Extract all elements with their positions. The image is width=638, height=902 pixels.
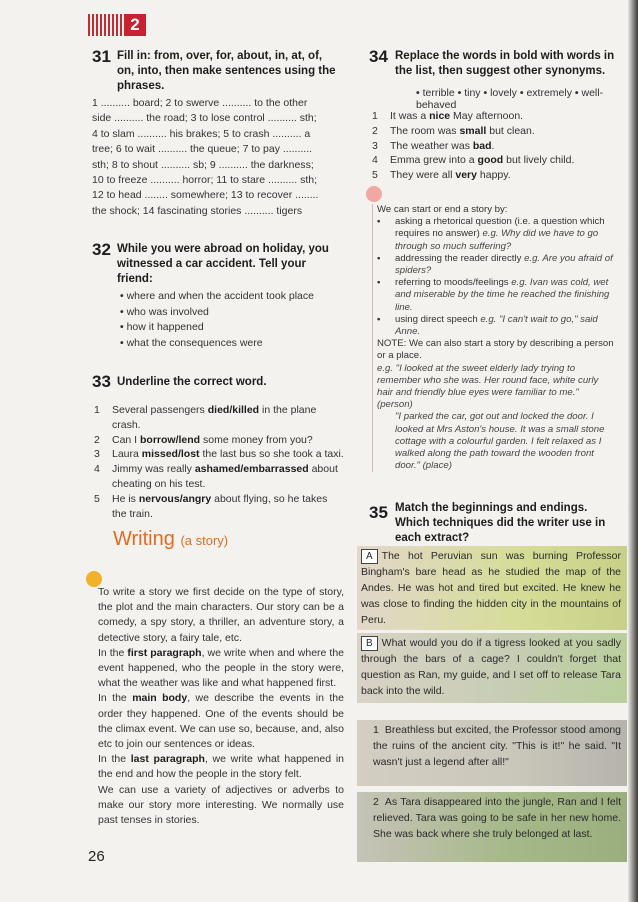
ex32-bullet: • who was involved — [120, 305, 314, 321]
tips-item: • asking a rhetorical question (i.e. a question which requires no answer) e.g. Why did we have to go through so much suffering? — [373, 216, 615, 253]
ex33-item: 4 Jimmy was really ashamed/embarrassed about cheating on his test. — [94, 463, 338, 490]
tips-note: NOTE: We can also start a story by describing a person or a place. — [377, 338, 614, 362]
ex31-line: side .......... the road; 3 to lose control .......... sth; — [92, 112, 317, 125]
extract-2 — [357, 792, 627, 862]
extract-label: B — [361, 636, 378, 651]
extract-a — [357, 546, 627, 630]
synonym-word: • extremely — [517, 87, 572, 99]
writing-p5: We can use a variety of adjectives or adverbs to make our story more interesting. We normally use past tenses in stories. — [98, 783, 344, 827]
synonym-word: • lovely — [481, 87, 517, 99]
ex31-line: tree; 6 to wait .......... the queue; 7 to pay .......... — [92, 143, 313, 156]
unit-badge-stripes — [88, 14, 124, 36]
extract-text: The hot Peruvian sun was burning Professor Bingham's bare head as he studied the map of the Andes. He was hot and tired but excited. He knew he was close to finding the hidden city in the mountains of Peru. — [361, 550, 621, 626]
exercise-32-instruction: While you were abroad on holiday, you witnessed a car accident. Tell your friend: — [117, 243, 329, 285]
exercise-31-instruction: Fill in: from, over, for, about, in, at, of, on, into, then make sentences using the phrases. — [117, 50, 336, 92]
writing-p3: In the main body, we describe the events in the order they happened. One of the events should be the climax event. We can use so, because, and, also etc to join our sentences or ideas. — [98, 692, 344, 751]
unit-number: 2 — [124, 14, 146, 36]
tips-example-place: "I parked the car, got out and locked the door. I looked at Mrs Aston's house. It was a small stone cottage with a colourful garden. I felt relaxed as I walked along the path toward the wooden front door." (place) — [395, 411, 605, 472]
exercise-35-instruction: Match the beginnings and endings. Which techniques did the writer use in each extract? — [395, 502, 606, 544]
ex31-line: 1 .......... board; 2 to swerve .......... to the other — [92, 97, 308, 109]
ex32-bullet: • what the consequences were — [120, 336, 314, 352]
extract-b — [357, 633, 627, 703]
extract-label: 1 — [373, 724, 379, 736]
ex34-item: 3 The weather was bad. — [372, 139, 495, 152]
writing-tips — [98, 585, 344, 828]
ex31-line: the shock; 14 fascinating stories .......... tigers — [92, 204, 303, 217]
synonym-list — [416, 87, 638, 111]
writing-p4: In the last paragraph, we write what happened in the end and how the people in the story felt. — [98, 753, 344, 781]
writing-p2: In the first paragraph, we write when and where the event happened, who the people in the story were, what the weather was like and what happened first. — [98, 646, 344, 690]
exercise-33-number: 33 — [92, 372, 111, 391]
ex34-item: 4 Emma grew into a good but lively child. — [372, 154, 575, 167]
ex33-item: 2 Can I borrow/lend some money from you? — [94, 433, 313, 446]
ex32-bullet: • how it happened — [120, 320, 314, 336]
extract-label: 2 — [373, 796, 379, 808]
tips-example-person: e.g. "I looked at the sweet elderly lady trying to remember who she was. Her round face, white curly hair and friendly blue eyes were familiar to me." (person) — [377, 362, 599, 411]
tips-intro: We can start or end a story by: — [377, 204, 508, 215]
ex31-line: 12 to head ........ somewhere; 13 to recover ........ — [92, 189, 319, 202]
tips-item: • using direct speech e.g. "I can't wait to go," said Anne. — [373, 314, 615, 338]
ex31-line: 4 to slam .......... his brakes; 5 to crash .......... a — [92, 127, 311, 140]
ex33-item: 3 Laura missed/lost the last bus so she took a taxi. — [94, 448, 344, 461]
synonym-word: • terrible — [416, 87, 455, 99]
story-technique-tips — [372, 204, 615, 472]
extract-text: What would you do if a tigress looked at you sadly through the bars of a cage? I couldn't forget that question as Ran, my guide, and I set off to release Tara back into the wild. — [361, 637, 621, 697]
extract-1 — [357, 720, 627, 786]
tips-item: • referring to moods/feelings e.g. Ivan was cold, wet and miserable by the time he reached the finishing line. — [373, 277, 615, 314]
page-number: 26 — [88, 848, 105, 865]
synonym-word: • tiny — [455, 87, 481, 99]
ex31-line: 10 to freeze .......... horror; 11 to stare .......... sth; — [92, 174, 318, 187]
extract-text: As Tara disappeared into the jungle, Ran and I felt relieved. Tara was going to be safe in her new home. She was back where she truly belonged at last. — [373, 796, 621, 840]
exercise-32-bullets — [120, 289, 314, 351]
writing-p1: To write a story we first decide on the type of story, the plot and the main characters. Our story can be a comedy, a spy story, a thriller, an adventure story, a detective story, a fairy tale, etc. — [98, 586, 344, 644]
synonym-word: • well-behaved — [416, 87, 603, 111]
exercise-34-list — [372, 109, 622, 183]
exercise-34-number: 34 — [369, 47, 388, 66]
pink-dot-marker — [366, 186, 382, 202]
exercise-31-number: 31 — [92, 47, 111, 66]
exercise-31-text — [92, 96, 344, 219]
extract-text: Breathless but excited, the Professor stood among the ruins of the ancient city. "This is it!" he said. "It wasn't just a legend after all!" — [373, 724, 621, 768]
exercise-34-instruction: Replace the words in bold with words in the list, then suggest other synonyms. — [395, 50, 615, 77]
exercise-33-list — [94, 403, 344, 521]
writing-subtitle: (a story) — [180, 533, 229, 548]
ex31-line: sth; 8 to shout .......... sb; 9 .......... the darkness; — [92, 158, 314, 171]
ex34-item: 5 They were all very happy. — [372, 169, 511, 182]
exercise-33-instruction: Underline the correct word. — [117, 376, 267, 388]
tips-item: • addressing the reader directly e.g. Are you afraid of spiders? — [373, 253, 615, 277]
ex32-bullet: • where and when the accident took place — [120, 289, 314, 305]
unit-badge — [88, 14, 148, 36]
ex34-item: 2 The room was small but clean. — [372, 124, 535, 137]
extract-label: A — [361, 549, 378, 564]
ex33-item: 5 He is nervous/angry about flying, so he takes the train. — [94, 492, 328, 520]
ex34-item: 1 It was a nice May afternoon. — [372, 110, 524, 122]
writing-title: Writing (a story) — [113, 528, 229, 550]
exercise-32-number: 32 — [92, 240, 111, 259]
exercise-35-number: 35 — [369, 503, 388, 522]
ex33-item: 1 Several passengers died/killed in the plane crash. — [94, 404, 317, 431]
page-edge-shadow — [628, 0, 638, 902]
